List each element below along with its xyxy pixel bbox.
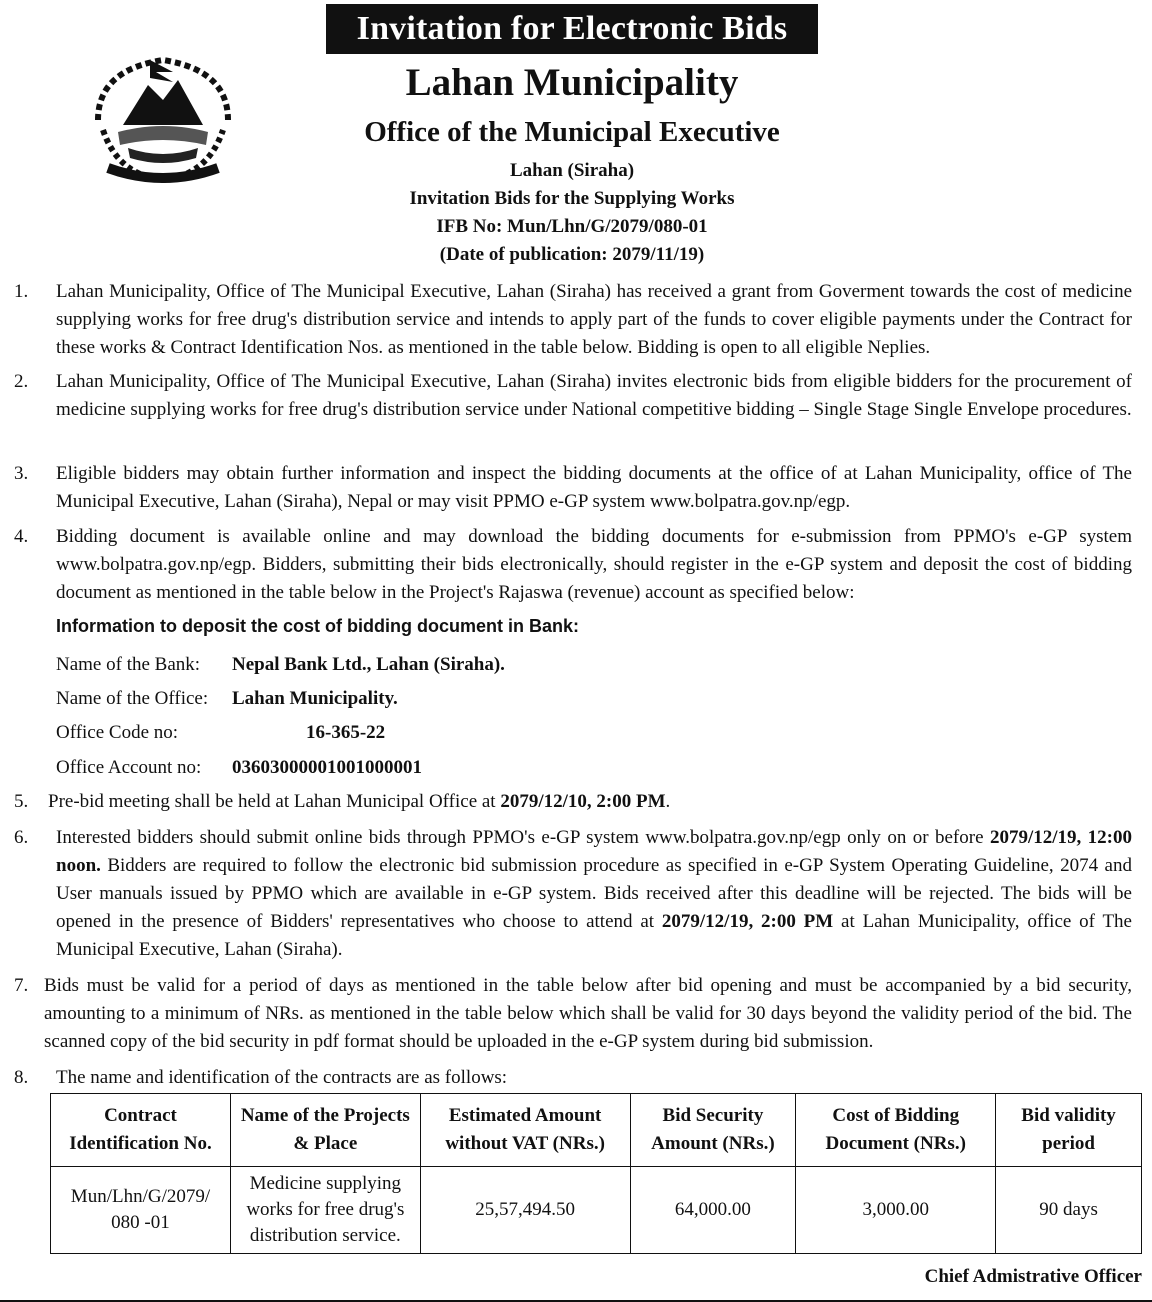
clause-number: 4. <box>14 526 29 547</box>
header-text: without VAT (NRs.) <box>445 1133 605 1154</box>
header-contract-id <box>51 1094 231 1167</box>
header-project-name <box>230 1094 420 1167</box>
cell-text: distribution service. <box>249 1225 401 1246</box>
clause-text <box>48 788 1124 816</box>
table-row <box>51 1167 1142 1254</box>
office-code-row <box>56 722 386 744</box>
municipality-name: Lahan Municipality <box>405 61 739 104</box>
cell-contract-id <box>51 1167 231 1254</box>
contracts-table <box>50 1093 1142 1254</box>
bank-name-row <box>56 654 505 676</box>
clause-number: 6. <box>14 827 29 848</box>
clause-number: 3. <box>14 463 29 484</box>
header-text: Identification No. <box>69 1133 212 1154</box>
clause-text: Bidding document is available online and may download the bidding documents for e-submission from PPMO's e-GP system www.bolpatra.gov.np/egp. Bidders, submitting their bids electronically, should register in the e-GP system and deposit the cost of bidding document as mentioned in the table below in the Project's Rajaswa (revenue) account as specified below: <box>56 526 1132 603</box>
clause-text: Eligible bidders may obtain further information and inspect the bidding documents at the office of at Lahan Municipality, office of The Municipal Executive, Lahan (Siraha), Nepal or may visit PPMO e-GP system www.bolpatra.gov.np/egp. <box>56 463 1132 512</box>
header-text: & Place <box>293 1133 358 1154</box>
cell-bid-security: 64,000.00 <box>630 1167 796 1254</box>
header-text: Bid validity <box>1021 1105 1116 1126</box>
office-code-value: 16-365-22 <box>306 722 386 743</box>
header-text: Name of the Projects <box>240 1105 410 1126</box>
submission-deadline: 2079/12/19, 12:00 noon. <box>56 827 1132 876</box>
cell-cost-of-bidding: 3,000.00 <box>796 1167 996 1254</box>
clause-text-part: at Lahan Municipality, office of The Municipal Executive, Lahan (Siraha). <box>56 911 1132 960</box>
cell-text: Mun/Lhn/G/2079/ <box>70 1186 211 1207</box>
office-account-label: Office Account no: <box>56 757 202 778</box>
header-text: Cost of Bidding <box>832 1105 960 1126</box>
pre-bid-datetime: 2079/12/10, 2:00 PM <box>500 791 666 812</box>
header-text: Bid Security <box>662 1105 764 1126</box>
header-text: Contract <box>104 1105 177 1126</box>
location: Lahan (Siraha) <box>509 160 635 181</box>
office-code-label: Office Code no: <box>56 722 179 743</box>
office-name-value: Lahan Municipality. <box>232 688 398 709</box>
clause-number: 7. <box>14 975 29 996</box>
clause-text-part: Bidders are required to follow the electronic bid submission procedure as specified in e-GP System Operating Guideline, 2074 and User manuals issued by PPMO which are available in e-GP system. Bids received after this deadline will be rejected. The bids will be opened in the presence of Bidders' representatives who choose to attend at <box>56 855 1132 932</box>
clause-text: Lahan Municipality, Office of The Municipal Executive, Lahan (Siraha) has received a grant from Goverment towards the cost of medicine supplying works for free drug's distribution service and intends to apply part of the funds to cover eligible payments under the Contract for these works & Contract Identification Nos. as mentioned in the table below. Bidding is open to all eligible Neplies. <box>56 281 1132 358</box>
office-name-row <box>56 688 398 710</box>
clause-text <box>56 824 1132 964</box>
bank-name-label: Name of the Bank: <box>56 654 201 675</box>
clause-text: The name and identification of the contracts are as follows: <box>56 1067 508 1088</box>
bid-opening-datetime: 2079/12/19, 2:00 PM <box>661 911 834 932</box>
publication-date: (Date of publication: 2079/11/19) <box>439 244 705 265</box>
table-header-row <box>51 1094 1142 1167</box>
cell-text: 080 -01 <box>111 1212 170 1233</box>
clause-text: Lahan Municipality, Office of The Municipal Executive, Lahan (Siraha) invites electronic bids from eligible bidders for the procurement of medicine supplying works for free drug's distribution service under National competitive bidding – Single Stage Single Envelope procedures. <box>56 371 1132 420</box>
header-estimated-amount <box>420 1094 630 1167</box>
header-bid-validity <box>996 1094 1142 1167</box>
office-account-row <box>56 757 422 779</box>
clause-text-part: . <box>665 791 671 812</box>
header-bid-security <box>630 1094 796 1167</box>
office-name-label: Name of the Office: <box>56 688 209 709</box>
header-cost-of-bidding <box>796 1094 996 1167</box>
office-name: Office of the Municipal Executive <box>364 116 780 148</box>
clause-text-part: Interested bidders should submit online bids through PPMO's e-GP system www.bolpatra.gov.np/egp only on or before <box>56 827 990 848</box>
clause-number: 2. <box>14 371 29 392</box>
cell-text: Medicine supplying <box>249 1173 402 1194</box>
clause-text: Bids must be valid for a period of days as mentioned in the table below after bid opening and must be accompanied by a bid security, amounting to a minimum of NRs. as mentioned in the table below which shall be valid for 30 days beyond the validity period of the bid. The scanned copy of the bid security in pdf format should be uploaded in the e-GP system during bid submission. <box>44 975 1132 1052</box>
clause-number: 5. <box>14 791 29 812</box>
header-text: Estimated Amount <box>448 1105 602 1126</box>
clause-text-part: Pre-bid meeting shall be held at Lahan Municipal Office at <box>48 791 501 812</box>
clause-number: 1. <box>14 281 29 302</box>
cell-text: works for free drug's <box>246 1199 405 1220</box>
bank-info-heading: Information to deposit the cost of bidding document in Bank: <box>56 616 579 636</box>
ifb-number: IFB No: Mun/Lhn/G/2079/080-01 <box>436 216 708 237</box>
cell-project-name <box>230 1167 420 1254</box>
banner-title: Invitation for Electronic Bids <box>326 4 818 54</box>
header-text: Document (NRs.) <box>825 1133 966 1154</box>
header-text: period <box>1042 1133 1095 1154</box>
signatory: Chief Admistrative Officer <box>924 1266 1142 1287</box>
clause-number: 8. <box>14 1067 29 1088</box>
header-text: Amount (NRs.) <box>651 1133 775 1154</box>
cell-bid-validity: 90 days <box>996 1167 1142 1254</box>
notice-subtitle: Invitation Bids for the Supplying Works <box>409 188 735 209</box>
cell-estimated-amount: 25,57,494.50 <box>420 1167 630 1254</box>
bank-name-value: Nepal Bank Ltd., Lahan (Siraha). <box>232 654 505 675</box>
office-account-value: 03603000001001000001 <box>232 757 422 778</box>
